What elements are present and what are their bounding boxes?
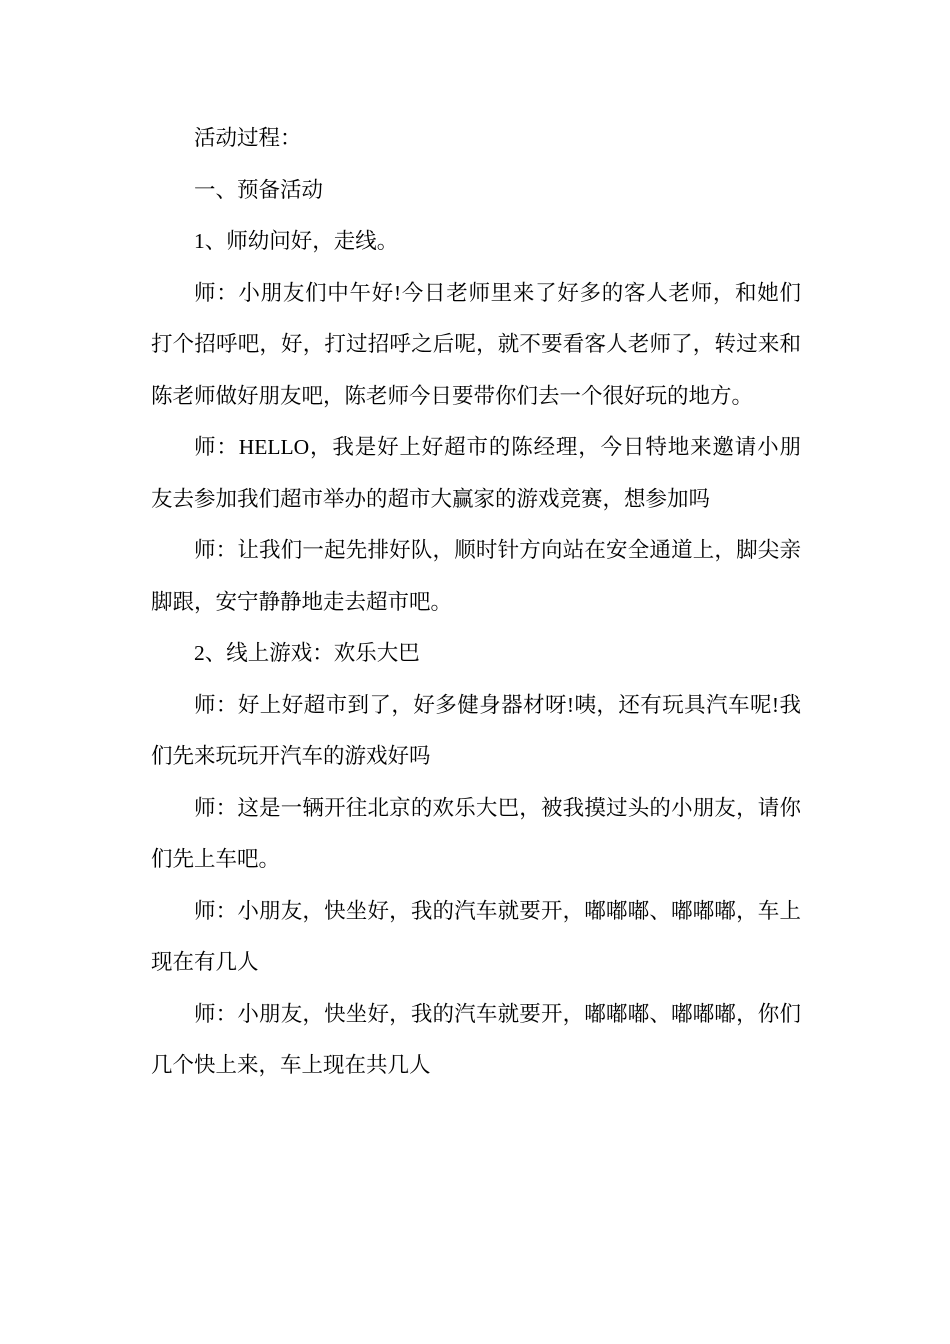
paragraph-section-one-heading: 一、预备活动: [194, 177, 324, 202]
paragraph-step-one-heading: 1、师幼问好，走线。: [194, 229, 399, 253]
paragraph-teacher-supermarket: 师：好上好超市到了，好多健身器材呀!咦，还有玩具汽车呢!我们先来玩玩开汽车的游戏好吗: [151, 692, 801, 768]
paragraph-step-two-heading: 2、线上游戏：欢乐大巴: [194, 641, 420, 665]
paragraph-teacher-bus-count-one: 师：小朋友，快坐好，我的汽车就要开，嘟嘟嘟、嘟嘟嘟，车上现在有几人: [151, 898, 801, 974]
paragraph-teacher-bus-intro: 师：这是一辆开往北京的欢乐大巴，被我摸过头的小朋友，请你们先上车吧。: [151, 795, 801, 871]
paragraph-activity-process-heading: 活动过程：: [194, 126, 302, 150]
paragraph-teacher-bus-count-two: 师：小朋友，快坐好，我的汽车就要开，嘟嘟嘟、嘟嘟嘟，你们几个快上来，车上现在共几人: [151, 1001, 801, 1077]
paragraph-teacher-greeting: 师：小朋友们中午好!今日老师里来了好多的客人老师，和她们打个招呼吧，好，打过招呼之后呢，就不要看客人老师了，转过来和陈老师做好朋友吧，陈老师今日要带你们去一个很好玩的地方。: [151, 280, 801, 408]
paragraph-teacher-invitation: 师：HELLO，我是好上好超市的陈经理，今日特地来邀请小朋友去参加我们超市举办的超市大赢家的游戏竞赛，想参加吗: [151, 435, 801, 511]
document-body: [151, 113, 801, 1092]
paragraph-teacher-line-up: 师：让我们一起先排好队，顺时针方向站在安全通道上，脚尖亲脚跟，安宁静静地走去超市吧。: [151, 538, 801, 614]
